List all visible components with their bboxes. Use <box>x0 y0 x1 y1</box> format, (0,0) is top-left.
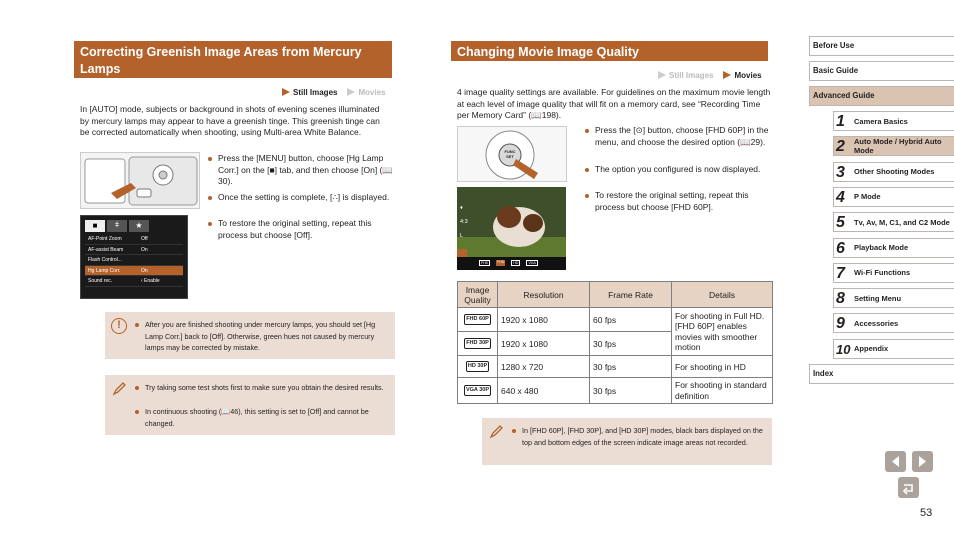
func-set-label: FUNC SET <box>504 149 516 159</box>
left-step-item: Once the setting is complete, [∴] is displayed. <box>208 192 396 204</box>
table-row <box>458 356 773 378</box>
menu-screenshot <box>80 215 188 299</box>
chapter-number: 3 <box>836 163 845 181</box>
menu-row <box>85 245 183 256</box>
image-quality-table <box>457 281 773 404</box>
resolution-cell: 1920 x 1080 <box>498 332 590 356</box>
menu-row-label: Flash Control... <box>88 257 122 263</box>
camera-back-illustration <box>80 152 200 209</box>
left-step-item: To restore the original setting, repeat this process but choose [Off]. <box>208 218 396 241</box>
menu-row <box>85 255 183 266</box>
table-header-row <box>458 282 773 308</box>
quality-options-bar: FHD FHD HD VGA <box>481 260 536 265</box>
chapter-label: Playback Mode <box>854 243 909 252</box>
quality-icon: FHD 60P <box>458 308 498 332</box>
sidebar-chapter-4[interactable] <box>833 187 954 207</box>
menu-row <box>85 234 183 245</box>
chapter-number: 1 <box>836 113 845 130</box>
right-note-text: In [FHD 60P], [FHD 30P], and [HD 30P] modes, black bars displayed on the top and bottom edges of the screen indicate image areas not recorded. <box>512 425 766 448</box>
sidebar-item-before-use[interactable]: Before Use <box>809 36 954 56</box>
frame-rate-cell: 30 fps <box>590 356 672 378</box>
chapter-number: 4 <box>836 188 845 206</box>
chapter-label: Other Shooting Modes <box>854 167 935 177</box>
menu-row-value: On <box>141 246 148 253</box>
menu-row-label: AF-assist Beam <box>88 246 124 253</box>
quality-icon: FHD 30P <box>458 332 498 356</box>
chapter-number: 6 <box>836 239 845 257</box>
tips-box <box>105 375 395 435</box>
right-mode-indicator <box>658 71 762 80</box>
chapter-number: 7 <box>836 264 845 282</box>
table-row <box>458 378 773 404</box>
quality-icon: VGA 30P <box>458 378 498 404</box>
sidebar-item-basic-guide[interactable]: Basic Guide <box>809 61 954 81</box>
next-page-button[interactable] <box>912 451 933 472</box>
chapter-label: Tv, Av, M, C1, and C2 Mode <box>854 217 950 227</box>
caution-box <box>105 312 395 359</box>
right-step-item: The option you configured is now displayed. <box>585 164 773 176</box>
star-tab-icon: ★ <box>129 220 149 232</box>
chapter-number: 5 <box>836 214 845 232</box>
chapter-label: Auto Mode / Hybrid Auto Mode <box>854 137 942 156</box>
left-step-item: Press the [MENU] button, choose [Hg Lamp Corr.] on the [■] tab, and then choose [On] (📖30). <box>208 153 396 188</box>
chapter-label: Accessories <box>854 318 899 328</box>
chapter-number: 8 <box>836 290 845 308</box>
caution-icon: ! <box>111 318 127 334</box>
chapter-number: 10 <box>836 341 851 357</box>
frame-rate-cell: 30 fps <box>590 332 672 356</box>
chapter-label: Appendix <box>854 344 889 354</box>
menu-row-value: ‹ Enable <box>141 278 160 284</box>
sidebar-chapter-5[interactable] <box>833 212 954 232</box>
left-intro: In [AUTO] mode, subjects or background in shots of evening scenes illuminated by mercury lamps may appear to have a greenish tinge. This greenish tinge can be corrected automatically when shooting, using Multi-area White Balance. <box>80 104 380 137</box>
left-mode-indicator <box>282 88 386 97</box>
chapter-label: Wi-Fi Functions <box>854 268 911 278</box>
still-images-label: Still Images <box>669 71 714 80</box>
chapter-number: 9 <box>836 315 845 333</box>
sidebar-chapter-10[interactable] <box>833 339 954 359</box>
menu-row <box>85 276 183 287</box>
resolution-cell: 1280 x 720 <box>498 356 590 378</box>
page-number: 53 <box>920 507 933 519</box>
frame-rate-cell: 30 fps <box>590 378 672 404</box>
func-set-dial-illustration <box>457 126 567 182</box>
header-image-quality: Image Quality <box>458 282 498 308</box>
details-cell: For shooting in standard definition <box>672 378 773 404</box>
menu-row-label: Hg Lamp Corr. <box>88 267 121 274</box>
screen-side-icons: ♦ 4:3 L <box>460 205 468 239</box>
sidebar-item-advanced-guide[interactable]: Advanced Guide <box>809 86 954 106</box>
resolution-cell: 640 x 480 <box>498 378 590 404</box>
tip-item: In continuous shooting (📖46), this setting is set to [Off] and cannot be changed. <box>135 406 387 429</box>
sidebar-chapter-8[interactable] <box>833 288 954 308</box>
settings-tab-icon: ǂ <box>107 220 127 232</box>
sidebar-item-index[interactable]: Index <box>809 364 954 384</box>
tip-item: Try taking some test shots first to make sure you obtain the desired results. <box>135 382 387 394</box>
sidebar-chapter-2[interactable] <box>833 136 954 156</box>
sidebar-chapter-6[interactable] <box>833 238 954 258</box>
menu-row-label: AF-Point Zoom <box>88 236 122 242</box>
chapter-label: Setting Menu <box>854 293 902 303</box>
chapter-number: 2 <box>836 138 845 156</box>
movies-label: Movies <box>358 88 386 97</box>
movies-label: Movies <box>734 71 762 80</box>
menu-tabs <box>85 220 155 232</box>
menu-row-value: Off <box>141 236 148 242</box>
movie-screen-photo <box>457 187 566 270</box>
header-resolution: Resolution <box>498 282 590 308</box>
previous-page-button[interactable] <box>885 451 906 472</box>
table-row <box>458 308 773 332</box>
menu-row-label: Sound rec. <box>88 278 113 284</box>
right-section-title: Changing Movie Image Quality <box>451 41 768 61</box>
chapter-label: P Mode <box>854 192 881 202</box>
menu-row-value: On <box>141 267 148 274</box>
menu-rows <box>85 234 183 287</box>
menu-row <box>85 266 183 277</box>
return-button[interactable] <box>898 477 919 498</box>
left-section-title: Correcting Greenish Image Areas from Mercury Lamps <box>74 41 392 78</box>
right-note-box <box>482 418 772 465</box>
header-frame-rate: Frame Rate <box>590 282 672 308</box>
chapter-label: Camera Basics <box>854 116 908 126</box>
right-step-item: To restore the original setting, repeat this process but choose [FHD 60P]. <box>585 190 773 213</box>
caution-text: After you are finished shooting under mercury lamps, you should set [Hg Lamp Corr.] back to [Off]. Otherwise, green hues not caused by mercury lamps may be corrected by mistake. <box>135 319 387 354</box>
quality-icon: HD 30P <box>458 356 498 378</box>
header-details: Details <box>672 282 773 308</box>
pencil-icon <box>111 381 127 397</box>
sidebar-chapter-3[interactable] <box>833 162 954 182</box>
camera-tab-icon: ■ <box>85 220 105 232</box>
right-intro: 4 image quality settings are available. For guidelines on the maximum movie length at each level of image quality that will fit on a memory card, see “Recording Time per Memory Card” (📖198). <box>457 87 771 120</box>
pencil-icon <box>488 424 504 440</box>
sidebar-chapter-7[interactable] <box>833 263 954 283</box>
frame-rate-cell: 60 fps <box>590 308 672 332</box>
sidebar-chapter-9[interactable] <box>833 313 954 333</box>
details-cell: For shooting in Full HD. [FHD 60P] enables movies with smoother motion <box>672 308 773 356</box>
still-images-label: Still Images <box>293 88 338 97</box>
resolution-cell: 1920 x 1080 <box>498 308 590 332</box>
right-step-item: Press the [⊙] button, choose [FHD 60P] in the menu, and choose the desired option (📖29). <box>585 125 773 148</box>
details-cell: For shooting in HD <box>672 356 773 378</box>
sidebar-chapter-1[interactable] <box>833 111 954 131</box>
